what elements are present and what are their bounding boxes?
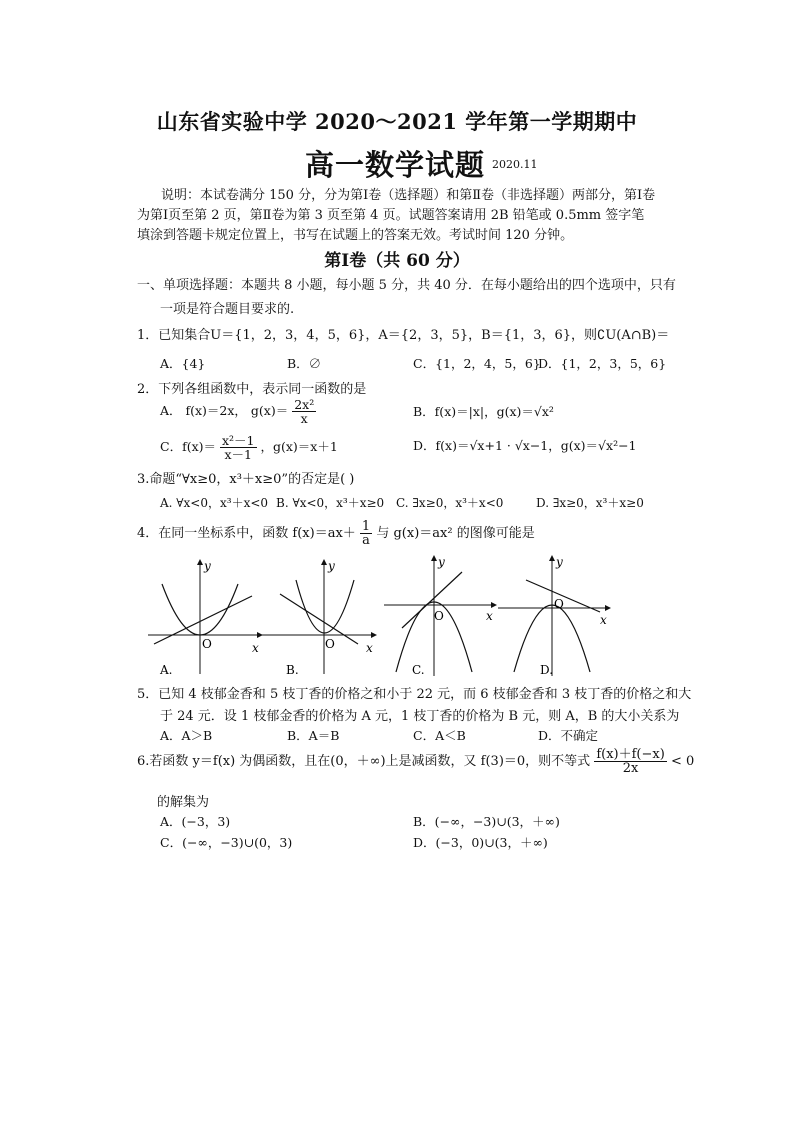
parabola-curve [296,580,354,633]
question-1-stem: 1．已知集合U＝{1，2，3，4，5，6}，A＝{2，3，5}，B＝{1，3，6}，则∁U(A∩B)＝ [137,328,670,343]
graph-label: A. [160,663,173,677]
graph-label: D. [540,663,554,677]
graph-b [262,556,380,678]
question-6-inequality: < 0 [670,754,695,769]
question-4-stem-text: 4．在同一坐标系中，函数 f(x)＝ax＋ [137,526,356,541]
question-3-option-c: C. ∃x≥0，x³＋x<0 [396,496,504,510]
question-4-stem [137,520,535,547]
exam-instructions: 说明：本试卷满分 150 分，分为第Ⅰ卷（选择题）和第Ⅱ卷（非选择题）两部分，第Ⅰ卷为第Ⅰ页至第 2 页，第Ⅱ卷为第 3 页至第 4 页。试题答案请用 2B 铅笔或 0.5mm 签字笔填涂到答题卡规定位置上，书写在试题上的答案无效。考试时间 120 分钟。 [137,188,656,243]
question-2-option-a [160,398,316,425]
question-5-option-a: A．A＞B [160,728,213,743]
exam-date: 2020.11 [492,158,538,171]
question-6-line2: 的解集为 [157,795,210,810]
exam-title: 高一数学试题 [305,148,486,182]
question-5-line2: 于 24 元．设 1 枝郁金香的价格为 A 元，1 枝丁香的价格为 B 元，则 A，B 的大小关系为 [160,709,680,724]
question-6-stem-text: 6.若函数 y＝f(x) 为偶函数，且在(0，＋∞)上是减函数，又 f(3)＝0，则不等式 [137,754,591,769]
origin-label: O [554,597,564,611]
question-2-option-a-text: A． f(x)＝2x， g(x)＝ [160,403,289,418]
question-5-option-d: D．不确定 [538,728,599,743]
graph-a [148,556,266,678]
question-2-option-a-fraction [292,398,316,425]
question-6-option-b: B．(−∞，−3)∪(3，＋∞) [413,814,560,829]
fraction-numerator: 2x² [294,397,315,412]
origin-label: O [434,609,444,623]
question-1-option-b: B．∅ [287,356,322,371]
fraction-numerator: 1 [361,519,371,534]
y-axis-label: y [556,555,563,569]
question-3-option-a: A. ∀x<0，x³＋x<0 [160,496,269,510]
line-curve [280,594,358,644]
fraction-numerator: f(x)＋f(−x) [596,747,665,762]
graph-label: B. [286,663,299,677]
question-3-option-d: D. ∃x≥0，x³＋x≥0 [536,496,644,510]
y-axis-label: y [328,559,335,573]
question-6-fraction [594,748,666,775]
question-4-stem-tail: 与 g(x)＝ax² 的图像可能是 [376,526,535,541]
question-2-option-d: D．f(x)＝√x+1 · √x−1，g(x)＝√x²−1 [413,438,637,453]
x-axis-label: x [252,641,259,655]
graph-label: C. [412,663,425,677]
section-title: 第Ⅰ卷（共 60 分） [324,251,470,271]
question-6-option-c: C．(−∞，−3)∪(0，3) [160,835,293,850]
question-5-line1: 5．已知 4 枝郁金香和 5 枝丁香的价格之和小于 22 元，而 6 枝郁金香和 3 枝丁香的价格之和大 [137,687,692,702]
graph-c [382,552,500,678]
question-6-option-d: D．(−3，0)∪(3，＋∞) [413,835,548,850]
question-2-option-c-fraction [220,434,257,461]
question-1-option-a: A．{4} [160,356,206,371]
x-axis-label: x [366,641,373,655]
fraction-denominator: 2x [622,761,639,776]
question-6-option-a: A．(−3，3) [160,814,231,829]
part-instructions-line2: 一项是符合题目要求的. [160,302,295,317]
question-1-option-c: C．{1，2，4，5，6} [413,356,541,371]
exam-school-title: 山东省实验中学 2020～2021 学年第一学期期中 [156,109,638,134]
x-axis-label: x [486,609,493,623]
origin-label: O [202,637,212,651]
graph-d [496,552,614,678]
question-2-stem: 2．下列各组函数中，表示同一函数的是 [137,382,367,397]
question-4-fraction [360,520,372,547]
y-axis-label: y [204,559,211,573]
question-2-option-b: B．f(x)＝|x|，g(x)＝√x² [413,404,554,419]
fraction-denominator: x－1 [224,447,252,462]
question-3-option-b: B. ∀x<0，x³＋x≥0 [276,496,385,510]
y-axis-label: y [438,555,445,569]
part-instructions-line1: 一、单项选择题：本题共 8 小题，每小题 5 分，共 40 分．在每小题给出的四个选项中，只有 [137,278,676,293]
question-5-option-b: B．A＝B [287,728,340,743]
question-2-option-c-tail: ，g(x)＝x＋1 [260,439,338,454]
origin-label: O [325,637,335,651]
x-axis-label: x [600,613,607,627]
question-2-option-c-text: C．f(x)＝ [160,439,216,454]
question-2-option-c [160,434,338,461]
question-6-stem [137,748,694,775]
fraction-numerator: x²－1 [221,433,255,448]
question-1-option-d: D．{1，2，3，5，6} [538,356,667,371]
fraction-denominator: x [300,411,308,426]
fraction-denominator: a [362,533,370,548]
question-5-option-c: C．A＜B [413,728,466,743]
question-3-stem: 3.命题“∀x≥0，x³＋x≥0”的否定是( ) [137,472,355,487]
